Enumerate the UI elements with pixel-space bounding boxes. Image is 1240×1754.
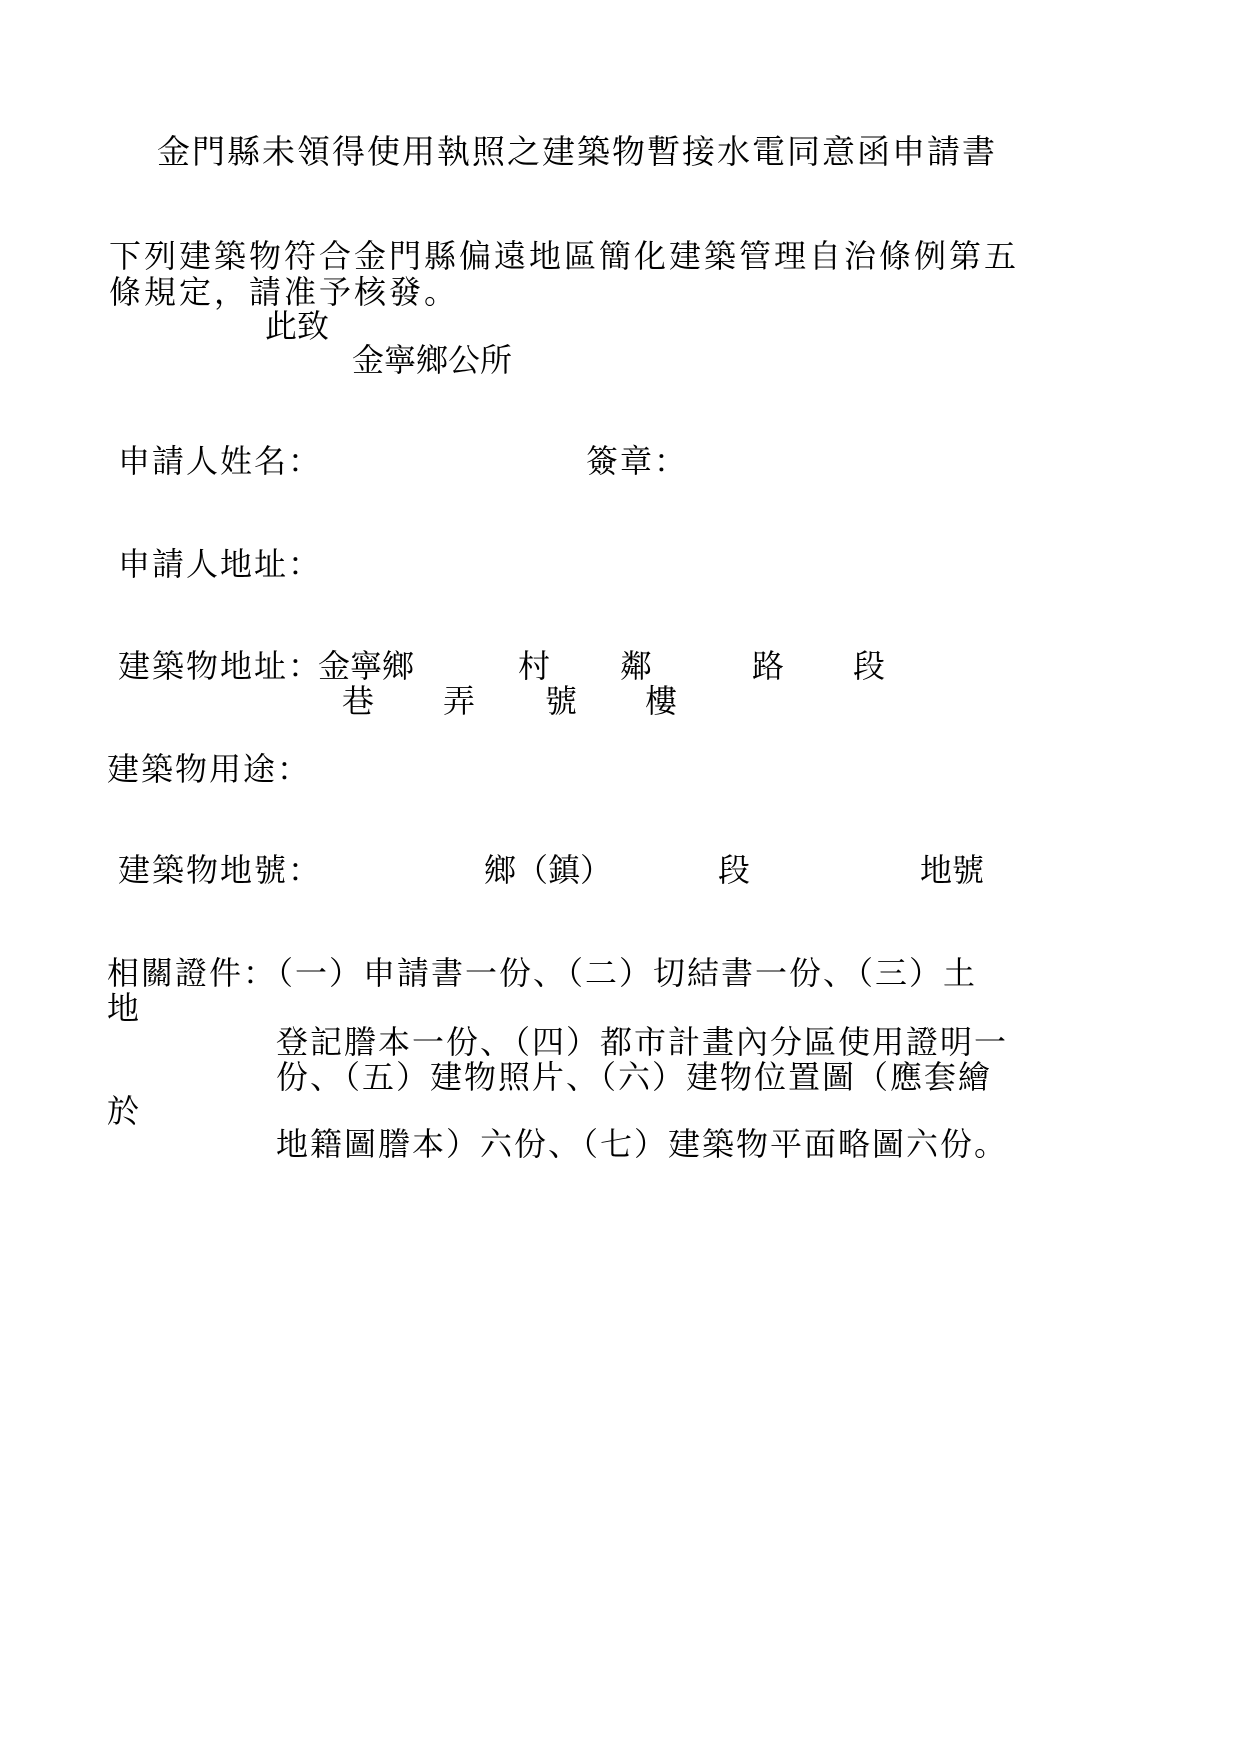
applicant-address-label: 申請人地址： — [118, 545, 323, 583]
building-use-label: 建築物用途： — [107, 750, 312, 788]
documents-line-6: 地籍圖謄本）六份、（七）建築物平面略圖六份。 — [276, 1125, 1009, 1163]
salutation: 此致 — [265, 307, 330, 345]
recipient: 金寧鄉公所 — [352, 341, 513, 379]
building-address-label: 建築物地址： — [118, 647, 323, 685]
land-number-label: 建築物地號： — [118, 851, 323, 889]
building-address-section: 段 — [853, 647, 886, 685]
building-address-road: 路 — [752, 647, 785, 685]
building-address-floor: 樓 — [645, 682, 678, 720]
building-address-township: 金寧鄉 — [318, 647, 415, 685]
building-address-village: 村 — [518, 647, 551, 685]
land-number-township: 鄉（鎮） — [484, 851, 613, 889]
documents-line-2: 地 — [107, 989, 140, 1027]
building-address-alley: 弄 — [443, 682, 476, 720]
applicant-name-label: 申請人姓名： — [118, 442, 323, 480]
documents-line-5: 於 — [107, 1092, 140, 1130]
signature-label: 簽章： — [586, 442, 689, 480]
building-address-lane: 巷 — [342, 682, 375, 720]
building-address-neighborhood: 鄰 — [620, 647, 653, 685]
document-title: 金門縣未領得使用執照之建築物暫接水電同意函申請書 — [157, 132, 997, 171]
intro-line-1: 下列建築物符合金門縣偏遠地區簡化建築管理自治條例第五 — [109, 237, 1020, 275]
documents-line-1: 相關證件：（一）申請書一份、（二）切結書一份、（三）土 — [107, 954, 978, 992]
land-number-lot: 地號 — [920, 851, 985, 889]
documents-line-4: 份、（五）建物照片、（六）建物位置圖（應套繪 — [276, 1058, 993, 1096]
documents-line-3: 登記謄本一份、（四）都市計畫內分區使用證明一 — [276, 1023, 1009, 1061]
building-address-number: 號 — [545, 682, 578, 720]
intro-line-2: 條規定，請准予核發。 — [109, 273, 460, 311]
land-number-section: 段 — [718, 851, 751, 889]
